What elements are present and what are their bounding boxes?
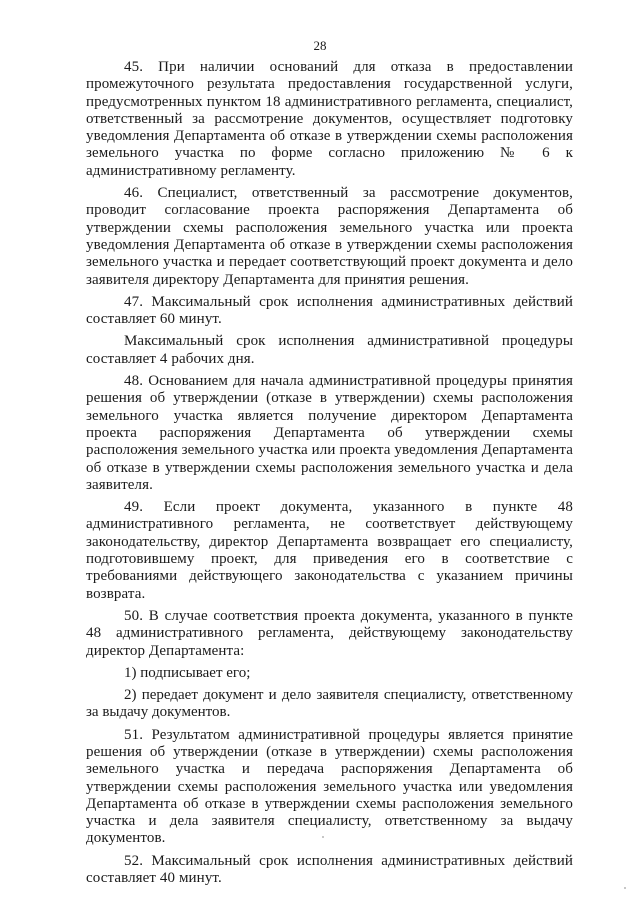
paragraph-47: 47. Максимальный срок исполнения административных действий составляет 60 минут. [86, 293, 573, 328]
page-number: 28 [313, 38, 327, 53]
scan-speck [322, 836, 324, 838]
paragraph-47-procedure-time: Максимальный срок исполнения административной процедуры составляет 4 рабочих дня. [86, 333, 573, 367]
paragraph-49: 49. Если проект документа, указанного в пункте 48 административного регламента, не соответствует действующему законодательству, директор Департамента возвращает его специалисту, подготовившему проект, для приведения его в соответствие с требованиями действующего законодательства с указанием причины возврата. [86, 499, 573, 602]
paragraph-46: 46. Специалист, ответственный за рассмотрение документов, проводит согласование проекта распоряжения Департамента об утверждении схемы расположения земельного участка или проекта уведомления Департамента об отказе в утверждении схемы расположения земельного участка и передает соответствующий проект документа и дело заявителя директору Департамента для принятия решения. [86, 185, 573, 288]
paragraph-45: 45. При наличии оснований для отказа в предоставлении промежуточного результата предоставления государственной услуги, предусмотренных пунктом 18 административного регламента, специалист, ответственный за рассмотрение документов, осуществляет подготовку уведомления Департамента об отказе в утверждении схемы расположения земельного участка по форме согласно приложению № 6 к административному регламенту. [86, 59, 573, 179]
paragraph-48: 48. Основанием для начала административной процедуры принятия решения об утверждении (отказе в утверждении) схемы расположения земельного участка является получение директором Департамента проекта распоряжения Департамента об утверждении схемы расположения земельного участка или проекта уведомления Департамента об отказе в утверждении схемы расположения земельного участка и дела заявителя. [86, 373, 573, 493]
scan-speck [624, 887, 626, 889]
paragraph-50: 50. В случае соответствия проекта документа, указанного в пункте 48 административного регламента, действующему законодательству директор Департамента: [86, 607, 573, 659]
paragraph-51: 51. Результатом административной процедуры является принятие решения об утверждении (отказе в утверждении) схемы расположения земельного участка и передача распоряжения Департамента об утверждении схемы расположения земельного участка или уведомления Департамента об отказе в утверждении схемы расположения земельного участка и дела заявителя специалисту, ответственному за выдачу документов. [86, 726, 573, 847]
paragraph-50-item-1: 1) подписывает его; [124, 664, 251, 681]
paragraph-50-item-2: 2) передает документ и дело заявителя специалисту, ответственному за выдачу документов. [86, 687, 573, 721]
document-body [86, 59, 573, 892]
paragraph-52: 52. Максимальный срок исполнения административных действий составляет 40 минут. [86, 852, 573, 887]
